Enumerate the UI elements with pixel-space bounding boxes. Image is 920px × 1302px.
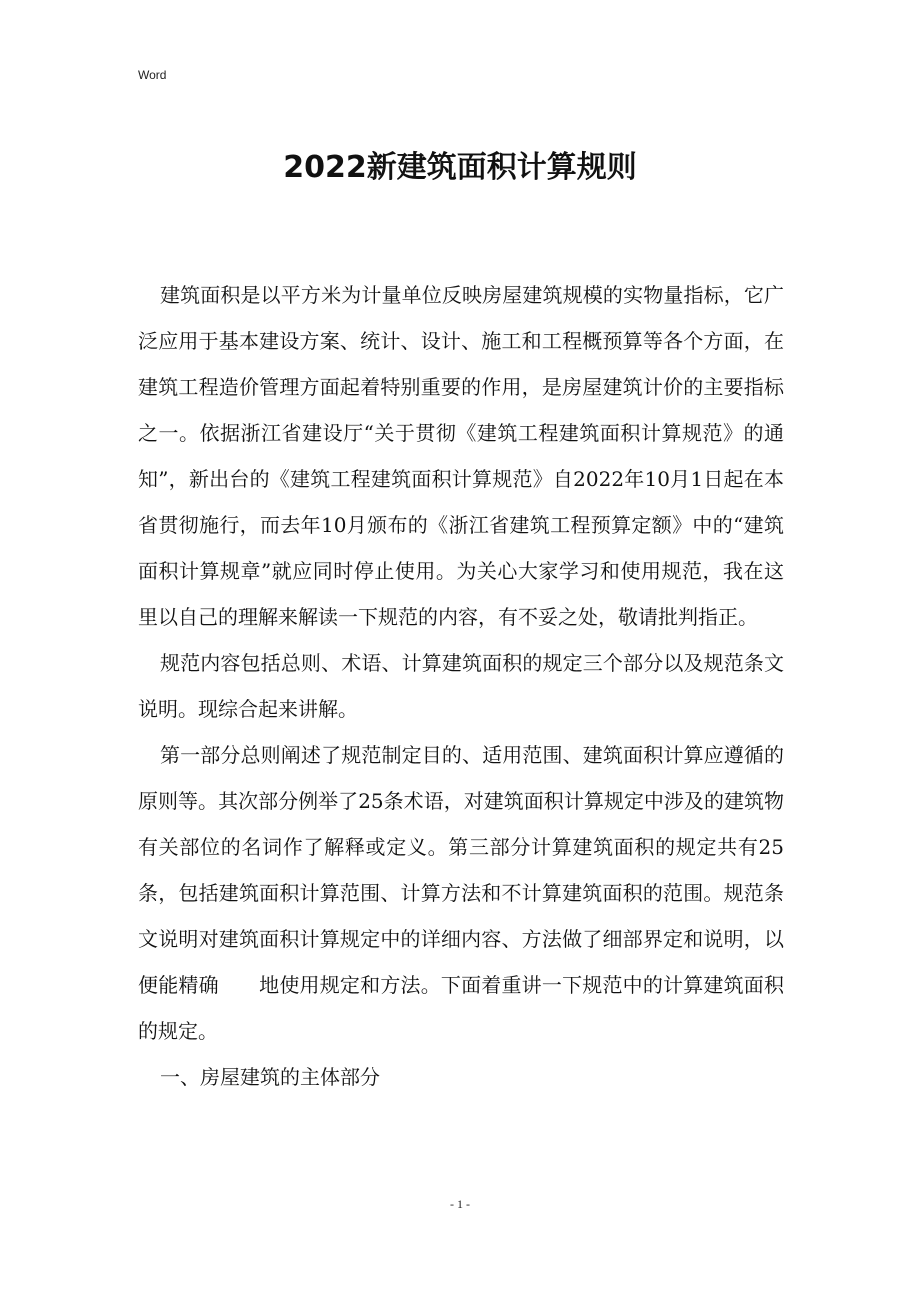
header-label: Word — [138, 68, 167, 82]
paragraph: 规范内容包括总则、术语、计算建筑面积的规定三个部分以及规范条文说明。现综合起来讲解。 — [138, 651, 784, 721]
section-heading: 一、房屋建筑的主体部分 — [160, 1065, 380, 1089]
document-body — [138, 272, 784, 1100]
document-title: 2022新建筑面积计算规则 — [283, 150, 637, 185]
paragraph: 第一部分总则阐述了规范制定目的、适用范围、建筑面积计算应遵循的原则等。其次部分例举了25条术语，对建筑面积计算规定中涉及的建筑物有关部位的名词作了解释或定义。第三部分计算建筑面积的规定共有25条，包括建筑面积计算范围、计算方法和不计算建筑面积的范围。规范条文说明对建筑面积计算规定中的详细内容、方法做了细部界定和说明，以便能精确 地使用规定和方法。下面着重讲一下规范中的计算建筑面积的规定。 — [138, 743, 784, 1043]
paragraph: 建筑面积是以平方米为计量单位反映房屋建筑规模的实物量指标，它广泛应用于基本建设方案、统计、设计、施工和工程概预算等各个方面，在建筑工程造价管理方面起着特别重要的作用，是房屋建筑计价的主要指标之一。依据浙江省建设厅“关于贯彻《建筑工程建筑面积计算规范》的通知”，新出台的《建筑工程建筑面积计算规范》自2022年10月1日起在本省贯彻施行，而去年10月颁布的《浙江省建筑工程预算定额》中的“建筑面积计算规章”就应同时停止使用。为关心大家学习和使用规范，我在这里以自己的理解来解读一下规范的内容，有不妥之处，敬请批判指正。 — [138, 283, 784, 629]
page-number: - 1 - — [450, 1197, 470, 1211]
